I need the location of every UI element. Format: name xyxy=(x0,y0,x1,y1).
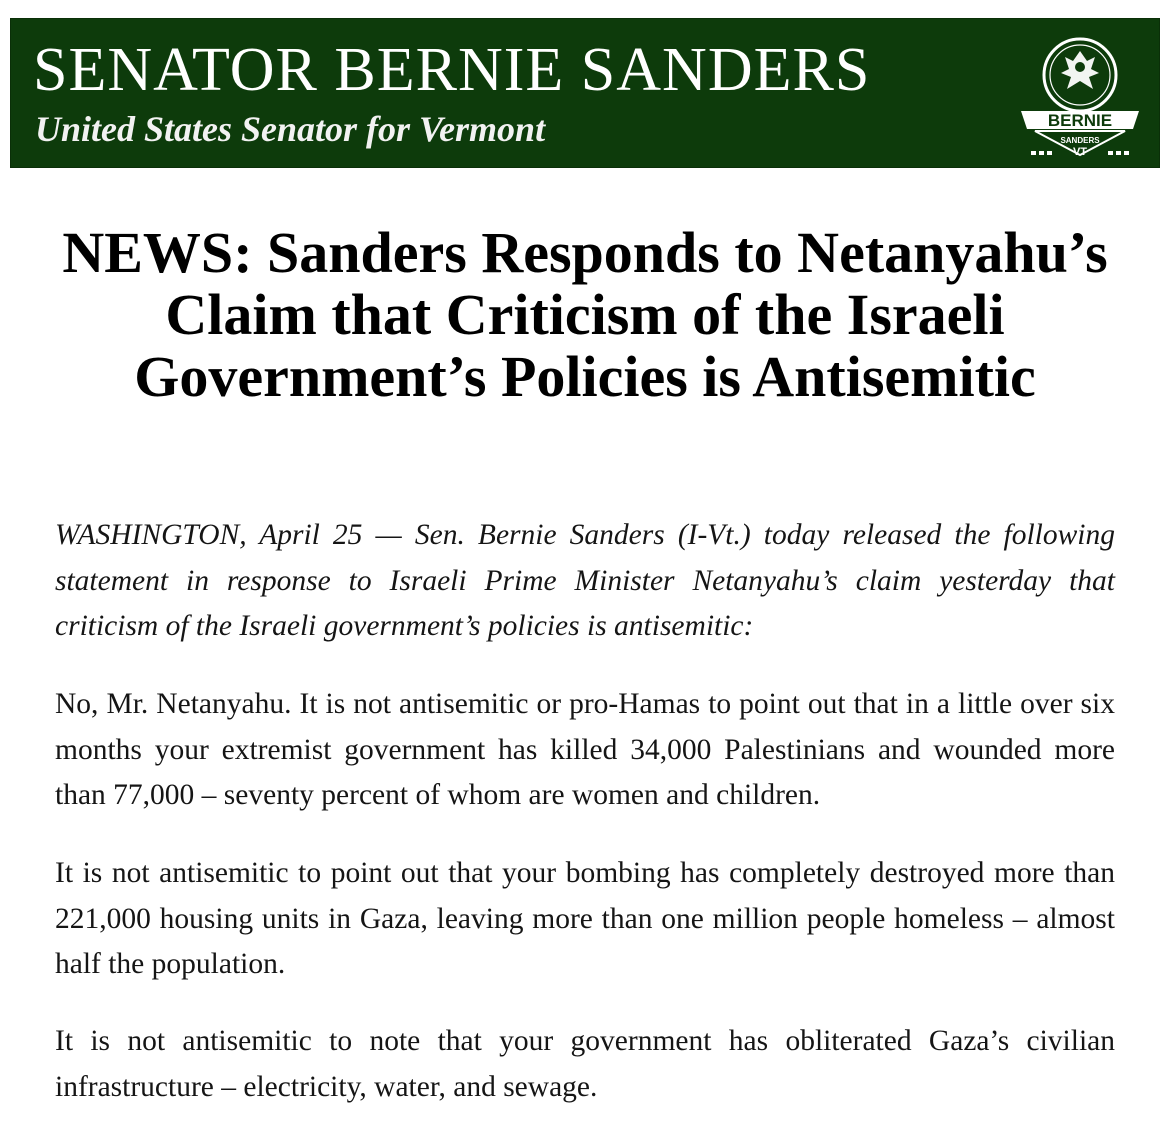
header-banner xyxy=(10,18,1160,168)
body-paragraph-3: It is not antisemitic to note that your government has obliterated Gaza’s civilian infrastructure – electricity, water, and sewage. xyxy=(55,1025,1115,1103)
body-paragraph-1: No, Mr. Netanyahu. It is not antisemitic or pro-Hamas to point out that in a little over six months your extremist government has killed 34,000 Palestinians and wounded more than 77,000 – seventy percent of whom are women and children. xyxy=(55,688,1115,811)
banner-subtitle: United States Senator for Vermont xyxy=(35,109,546,149)
bernie-sanders-seal-logo xyxy=(1015,31,1145,163)
seal-middle-text: SANDERS xyxy=(1060,136,1100,145)
press-release-headline: NEWS: Sanders Responds to Netanyahu’s Claim that Criticism of the Israeli Government’s Policies is Antisemitic xyxy=(62,220,1108,409)
body-paragraph-2: It is not antisemitic to point out that your bombing has completely destroyed more than 221,000 housing units in Gaza, leaving more than one million people homeless – almost half the population. xyxy=(55,857,1115,980)
seal-bottom-text: VT xyxy=(1072,146,1088,158)
banner-title: SENATOR BERNIE SANDERS xyxy=(33,36,871,104)
seal-top-text: BERNIE xyxy=(1047,111,1113,130)
dateline-paragraph: WASHINGTON, April 25 — Sen. Bernie Sanders (I-Vt.) today released the following statement in response to Israeli Prime Minister Netanyahu’s claim yesterday that criticism of the Israeli government’s policies is antisemitic: xyxy=(55,519,1115,642)
